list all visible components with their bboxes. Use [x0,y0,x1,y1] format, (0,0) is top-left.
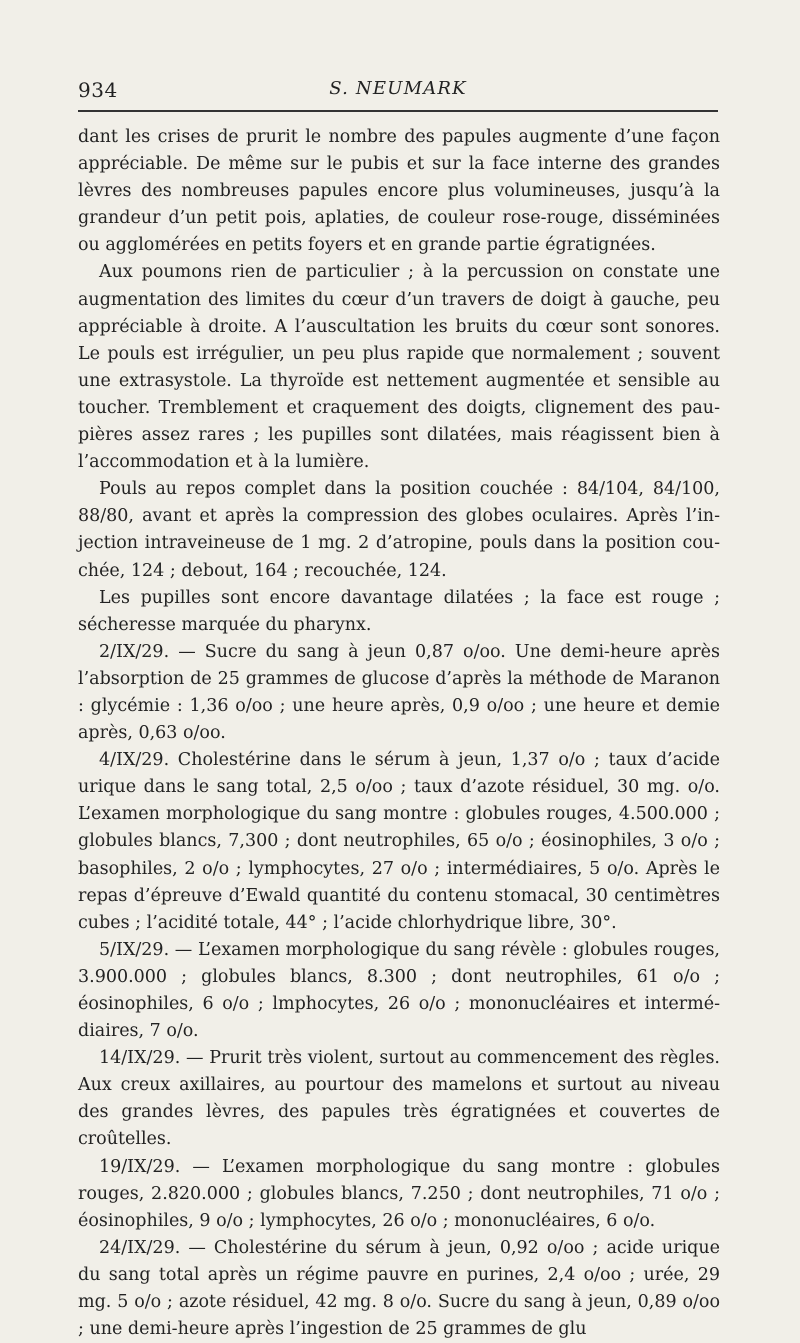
paragraph-pupils: Les pupilles sont encore davantage dilatées ; la face est rouge ; sécheresse marquée du pharynx. [78,587,720,635]
paragraph-entry-14-ix-29: 14/IX/29. — Prurit très violent, surtout au commencement des règles. Aux creux axillaires, au pourtour des mamelons et surtout au niveau des grandes lèvres, des papules très égratignées et couvertes de croûtelles. [78,1048,720,1150]
paragraph-entry-24-ix-29: 24/IX/29. — Cholestérine du sérum à jeun, 0,92 o/oo ; acide urique du sang total après un régime pauvre en purines, 2,4 o/oo ; urée, 29 mg. 5 o/o ; azote résiduel, 42 mg. 8 o/o. Sucre du sang à jeun, 0,89 o/oo ; une demi-heure après l’ingestion de 25 grammes de glu [78,1237,720,1340]
paragraph-entry-19-ix-29: 19/IX/29. — L’examen morphologique du sang montre : globules rouges, 2.820.000 ; globules blancs, 7.250 ; dont neutrophiles, 71 o/o ; éosinophiles, 9 o/o ; lymphocytes, 26 o/o ; mononucléaires, 6 o/o. [78,1156,720,1231]
paragraph-entry-5-ix-29: 5/IX/29. — L’examen morphologique du sang révèle : globules rouges, 3.900.000 ; globules blancs, 8.300 ; dont neutrophiles, 61 o/o ; éosinophiles, 6 o/o ; lmphocytes, 26 o/o ; mononucléaires et intermédiaires, 7 o/o. [78,939,720,1042]
body-text [78,124,720,1343]
page-number: 934 [78,78,118,102]
page-header [78,74,718,104]
paragraph-continuation: dant les crises de prurit le nombre des papules augmente d’une façon appréciable. De même sur le pubis et sur la face interne des grandes lèvres des nombreuses papules encore plus volumineuses, jusqu’à la grandeur d’un petit pois, aplaties, de couleur rose-rouge, disséminées ou agglomérées en petits foyers et en grande partie égratignées. [78,127,720,256]
paragraph-entry-2-ix-29: 2/IX/29. — Sucre du sang à jeun 0,87 o/oo. Une demi-heure après l’absorption de 25 grammes de glucose d’après la méthode de Maranon : glycémie : 1,36 o/oo ; une heure après, 0,9 o/oo ; une heure et demie après, 0,63 o/oo. [78,641,720,744]
running-title: S. NEUMARK [329,78,467,99]
paragraph-entry-4-ix-29: 4/IX/29. Cholestérine dans le sérum à jeun, 1,37 o/o ; taux d’acide urique dans le sang total, 2,5 o/oo ; taux d’azote résiduel, 30 mg. o/o. L’examen morphologique du sang montre : globules rouges, 4.500.000 ; globules blancs, 7,300 ; dont neutrophiles, 65 o/o ; éosinophiles, 3 o/o ; basophiles, 2 o/o ; lymphocytes, 27 o/o ; intermédiaires, 5 o/o. Après le repas d’épreuve d’Ewald quantité du contenu stomacal, 30 centimètres cubes ; l’acidité totale, 44° ; l’acide chlorhydrique libre, 30°. [78,750,720,933]
paragraph-lungs-heart: Aux poumons rien de particulier ; à la percussion on constate une augmentation des limites du cœur d’un travers de doigt à gauche, peu appréciable à droite. A l’auscultation les bruits du cœur sont sonores. Le pouls est irrégulier, un peu plus rapide que normalement ; souvent une extrasystole. La thyroïde est nettement augmentée et sensible au toucher. Tremblement et craquement des doigts, clignement des paupières assez rares ; les pupilles sont dilatées, mais réagissent bien à l’accommodation et à la lumière. [78,262,720,473]
header-rule [78,110,718,112]
paragraph-pulse: Pouls au repos complet dans la position couchée : 84/104, 84/100, 88/80, avant et après la compression des globes oculaires. Après l’injection intraveineuse de 1 mg. 2 d’atropine, pouls dans la position couchée, 124 ; debout, 164 ; recouchée, 124. [78,479,720,581]
